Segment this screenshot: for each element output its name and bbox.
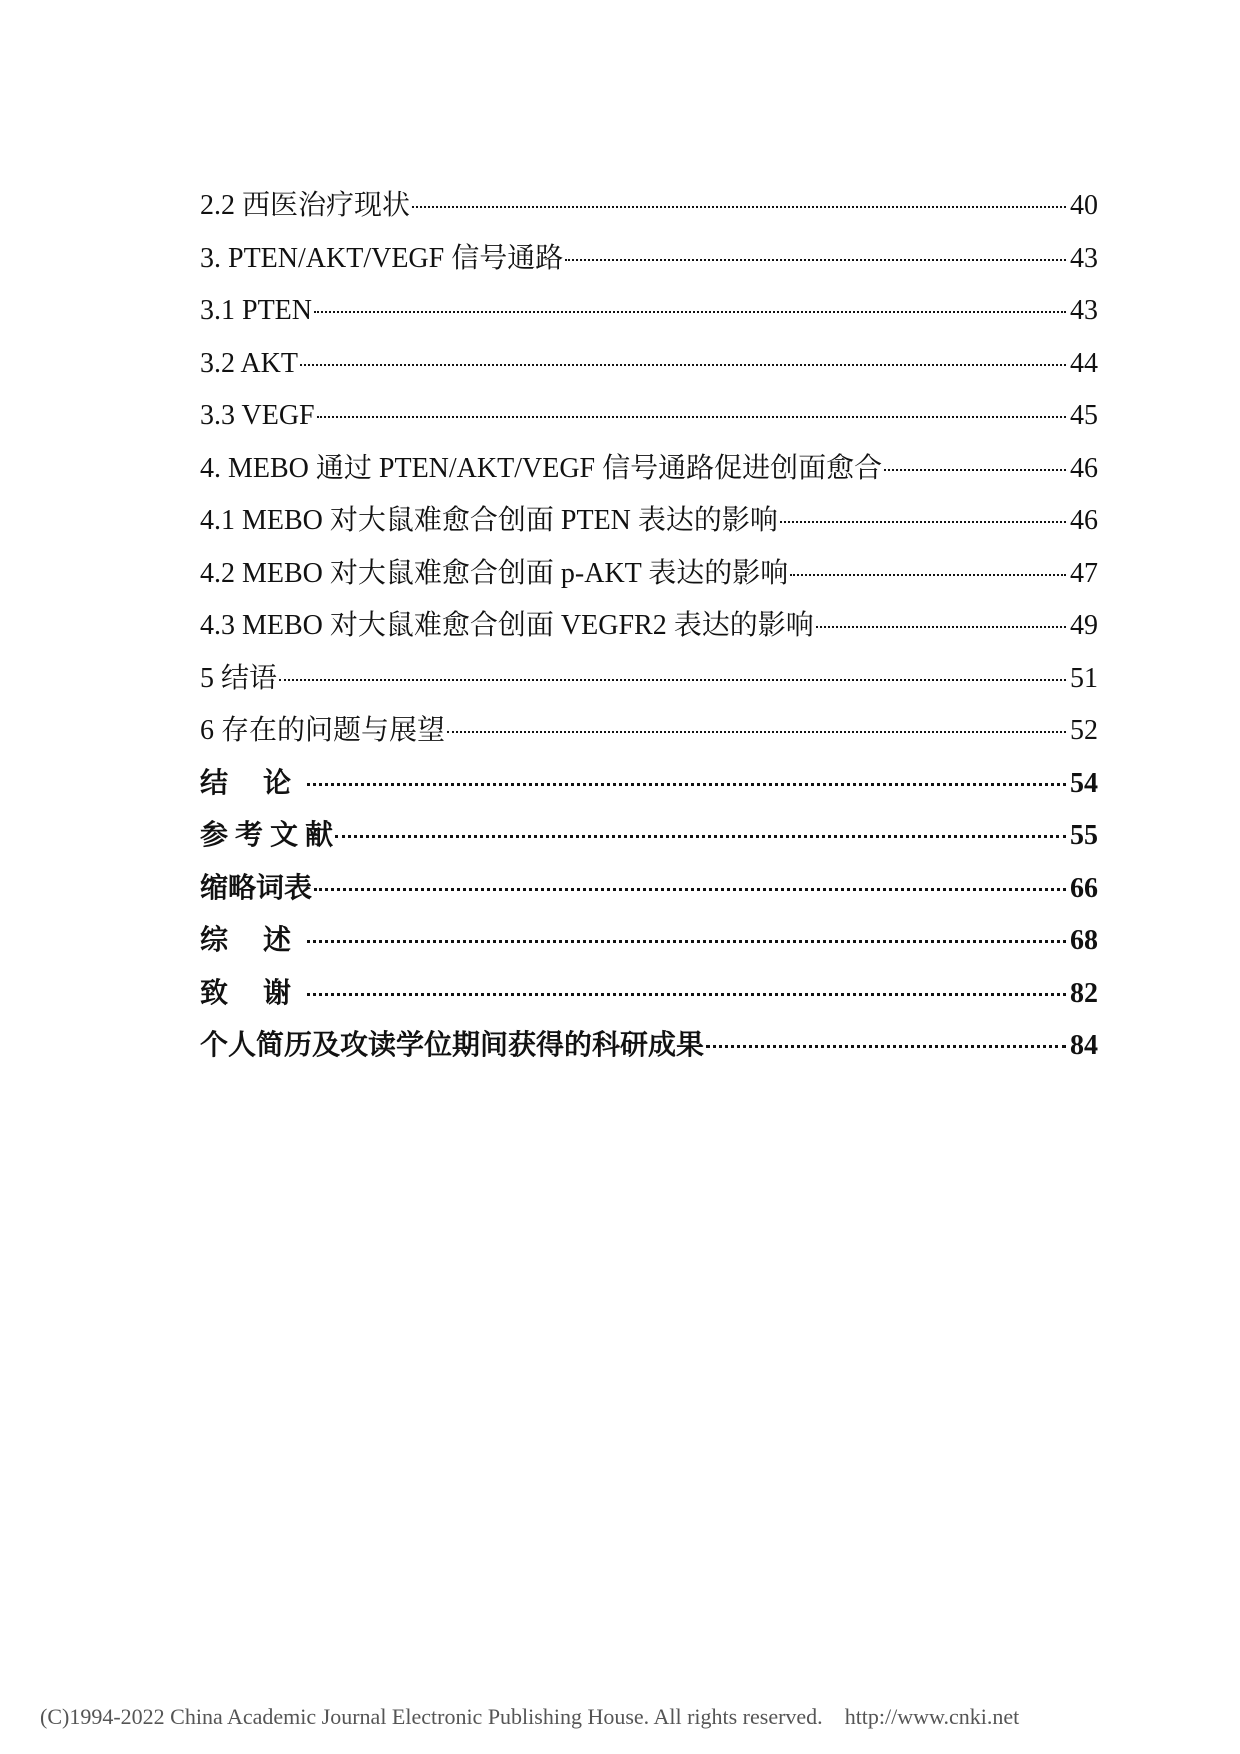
toc-entry-title: 4.3 MEBO 对大鼠难愈合创面 VEGFR2 表达的影响: [200, 610, 814, 641]
toc-entry-page: 45: [1070, 400, 1098, 431]
toc-entry-review[interactable]: [200, 923, 1098, 976]
toc-entry[interactable]: [200, 503, 1098, 556]
toc-entry-page: 43: [1070, 295, 1098, 326]
toc-entry[interactable]: [200, 188, 1098, 241]
toc-entry-abbreviations[interactable]: [200, 871, 1098, 924]
toc-entry-page: 54: [1070, 767, 1098, 799]
toc-dot-leader: [447, 731, 1066, 733]
toc-entry-acknowledgements[interactable]: [200, 976, 1098, 1029]
toc-dot-leader: [279, 679, 1066, 681]
toc-dot-leader: [300, 364, 1066, 366]
toc-entry-title: 3.3 VEGF: [200, 400, 315, 431]
toc-dot-leader: [307, 940, 1066, 943]
toc-entry-title: 2.2 西医治疗现状: [200, 190, 411, 221]
toc-entry-page: 43: [1070, 242, 1098, 274]
toc-dot-leader: [706, 1045, 1066, 1048]
toc-entry-page: 55: [1070, 820, 1098, 851]
toc-entry-page: 49: [1070, 610, 1098, 641]
toc-entry[interactable]: [200, 346, 1098, 399]
toc-entry-page: 46: [1070, 505, 1098, 536]
toc-entry-title: 4.1 MEBO 对大鼠难愈合创面 PTEN 表达的影响: [200, 505, 778, 536]
toc-entry-page: 47: [1070, 557, 1098, 589]
toc-dot-leader: [335, 835, 1066, 838]
toc-entry-title: 4. MEBO 通过 PTEN/AKT/VEGF 信号通路促进创面愈合: [200, 452, 883, 484]
toc-entry-page: 40: [1070, 190, 1098, 221]
toc-entry-page: 82: [1070, 977, 1098, 1009]
toc-entry-page: 84: [1070, 1030, 1098, 1061]
toc-dot-leader: [314, 311, 1066, 313]
toc-entry-page: 51: [1070, 662, 1098, 694]
toc-entry-title: 3.1 PTEN: [200, 295, 312, 326]
toc-entry-title: 综 述: [200, 925, 306, 956]
toc-entry-page: 68: [1070, 925, 1098, 956]
toc-entry-title: 致 谢: [200, 977, 306, 1009]
toc-entry[interactable]: [200, 661, 1098, 714]
toc-entry-title: 3.2 AKT: [200, 347, 298, 379]
toc-entry-title: 5 结语: [200, 662, 278, 694]
toc-dot-leader: [790, 574, 1066, 576]
toc-dot-leader: [314, 888, 1066, 891]
toc-entry-page: 52: [1070, 715, 1098, 746]
toc-entry-title: 4.2 MEBO 对大鼠难愈合创面 p-AKT 表达的影响: [200, 557, 789, 589]
toc-entry-title: 个人简历及攻读学位期间获得的科研成果: [200, 1030, 705, 1061]
toc-entry[interactable]: [200, 608, 1098, 661]
toc-entry-title: 3. PTEN/AKT/VEGF 信号通路: [200, 242, 564, 274]
page-footer: [40, 1704, 1019, 1730]
toc-entry-page: 44: [1070, 347, 1098, 379]
toc-dot-leader: [307, 783, 1066, 786]
toc-dot-leader: [412, 206, 1066, 208]
toc-entry-resume[interactable]: [200, 1028, 1098, 1081]
toc-dot-leader: [780, 521, 1066, 523]
toc-entry[interactable]: [200, 398, 1098, 451]
toc-dot-leader: [307, 993, 1066, 996]
toc-entry-title: 参 考 文 献: [200, 820, 334, 851]
toc-entry[interactable]: [200, 556, 1098, 609]
toc-entry-references[interactable]: [200, 818, 1098, 871]
toc-entry-page: 46: [1070, 452, 1098, 484]
toc-entry[interactable]: [200, 713, 1098, 766]
toc-entry-title: 缩略词表: [200, 872, 313, 904]
footer-url: http://www.cnki.net: [844, 1704, 1020, 1729]
toc-entry-conclusion[interactable]: [200, 766, 1098, 819]
toc-entry[interactable]: [200, 241, 1098, 294]
toc-entry-title: 结 论: [200, 767, 306, 799]
toc-entry[interactable]: [200, 451, 1098, 504]
toc-entry[interactable]: [200, 293, 1098, 346]
copyright-notice: (C)1994-2022 China Academic Journal Electronic Publishing House. All rights reserved.: [40, 1704, 823, 1729]
toc-dot-leader: [884, 469, 1066, 471]
table-of-contents: [200, 188, 1098, 1081]
toc-dot-leader: [317, 416, 1066, 418]
toc-dot-leader: [816, 626, 1066, 628]
toc-entry-page: 66: [1070, 872, 1098, 904]
toc-dot-leader: [565, 259, 1066, 261]
toc-entry-title: 6 存在的问题与展望: [200, 715, 446, 746]
